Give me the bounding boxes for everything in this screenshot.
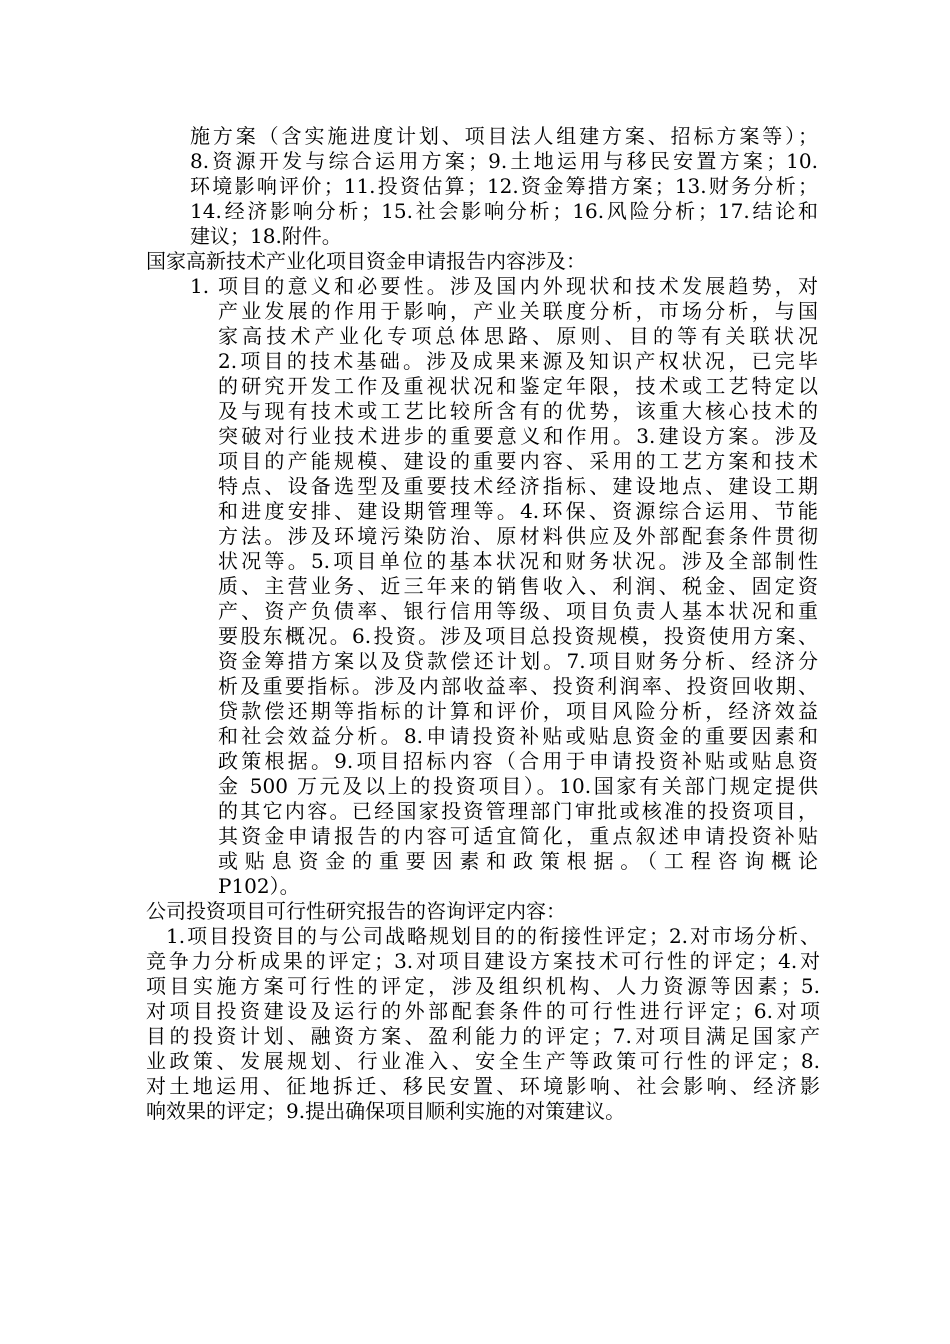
text-line: 突破对行业技术进步的重要意义和作用。3.建设方案。涉及 [218, 424, 818, 448]
text-line: 对项目投资建设及运行的外部配套条件的可行性进行评定；6.对项 [146, 999, 820, 1023]
text-line: 响效果的评定；9.提出确保项目顺利实施的对策建议。 [146, 1099, 626, 1123]
text-line: 质、主营业务、近三年来的销售收入、利润、税金、固定资 [218, 574, 818, 598]
text-line: 状况等。5.项目单位的基本状况和财务状况。涉及全部制性 [218, 549, 818, 573]
text-line: 环境影响评价；11.投资估算；12.资金筹措方案；13.财务分析； [190, 174, 818, 198]
text-line: 产、资产负债率、银行信用等级、项目负责人基本状况和重 [218, 599, 818, 623]
text-line: 金 500 万元及以上的投资项目）。10.国家有关部门规定提供 [218, 774, 818, 798]
text-line: 及与现有技术或工艺比较所含有的优势，该重大核心技术的 [218, 399, 818, 423]
text-line: P102）。 [218, 874, 300, 898]
text-line: 贷款偿还期等指标的计算和评价，项目风险分析，经济效益 [218, 699, 818, 723]
text-line: 产业发展的作用于影响，产业关联度分析，市场分析，与国 [218, 299, 818, 323]
text-line: 特点、设备选型及重要技术经济指标、建设地点、建设工期 [218, 474, 818, 498]
text-line: 和进度安排、建设期管理等。4.环保、资源综合运用、节能 [218, 499, 818, 523]
text-line: 的研究开发工作及重视状况和鉴定年限，技术或工艺特定以 [218, 374, 818, 398]
text-line: 其资金申请报告的内容可适宜简化，重点叙述申请投资补贴 [218, 824, 818, 848]
text-line: 1.项目投资目的与公司战略规划目的的衔接性评定；2.对市场分析、 [166, 924, 820, 948]
text-line: 项目实施方案可行性的评定，涉及组织机构、人力资源等因素；5. [146, 974, 820, 998]
text-line: 施方案（含实施进度计划、项目法人组建方案、招标方案等）； [190, 124, 818, 148]
text-line: 建议；18.附件。 [190, 224, 342, 248]
text-line: 的其它内容。已经国家投资管理部门审批或核准的投资项目， [218, 799, 818, 823]
text-line: 2.项目的技术基础。涉及成果来源及知识产权状况，已完毕 [218, 349, 818, 373]
text-line: 要股东概况。6.投资。涉及项目总投资规模，投资使用方案、 [218, 624, 818, 648]
text-line: 方法。涉及环境污染防治、原材料供应及外部配套条件贯彻 [218, 524, 818, 548]
text-line: 8.资源开发与综合运用方案；9.土地运用与移民安置方案；10. [190, 149, 818, 173]
text-line: 析及重要指标。涉及内部收益率、投资利润率、投资回收期、 [218, 674, 818, 698]
text-line: 或贴息资金的重要因素和政策根据。（工程咨询概论 [218, 849, 818, 873]
text-line: 和社会效益分析。8.申请投资补贴或贴息资金的重要因素和 [218, 724, 818, 748]
text-line: 目的投资计划、融资方案、盈利能力的评定；7.对项目满足国家产 [146, 1024, 820, 1048]
text-line: 政策根据。9.项目招标内容（合用于申请投资补贴或贴息资 [218, 749, 818, 773]
text-line: 业政策、发展规划、行业准入、安全生产等政策可行性的评定；8. [146, 1049, 820, 1073]
text-line: 对土地运用、征地拆迁、移民安置、环境影响、社会影响、经济影 [146, 1074, 820, 1098]
section-heading: 公司投资项目可行性研究报告的咨询评定内容： [146, 899, 566, 923]
text-line: 资金筹措方案以及贷款偿还计划。7.项目财务分析、经济分 [218, 649, 818, 673]
text-line: 家高技术产业化专项总体思路、原则、目的等有关联状况 [218, 324, 818, 348]
text-line: 竞争力分析成果的评定；3.对项目建设方案技术可行性的评定；4.对 [146, 949, 820, 973]
section-heading: 国家高新技术产业化项目资金申请报告内容涉及： [146, 249, 586, 273]
text-line: 项目的产能规模、建设的重要内容、采用的工艺方案和技术 [218, 449, 818, 473]
text-line: 14.经济影响分析；15.社会影响分析；16.风险分析；17.结论和 [190, 199, 818, 223]
text-line: 项目的意义和必要性。涉及国内外现状和技术发展趋势，对 [218, 274, 818, 298]
list-number: 1. [190, 274, 210, 298]
